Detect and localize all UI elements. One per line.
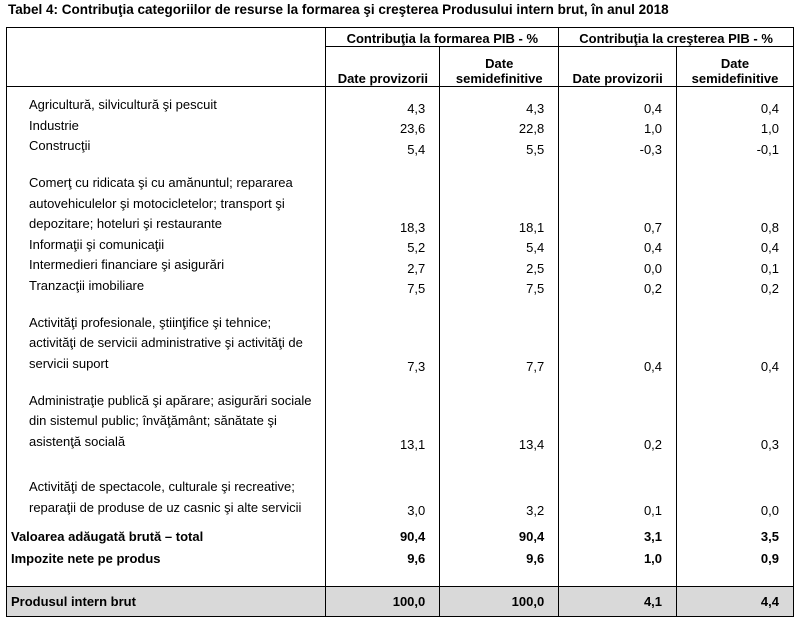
- row-value: 5,2: [326, 235, 440, 256]
- row-label: Industrie: [7, 116, 326, 137]
- table-row: [7, 374, 794, 452]
- row-value: 22,8: [440, 116, 559, 137]
- header-group-formation: Contribuţia la formarea PIB - %: [326, 28, 559, 47]
- header-sub-semidefinitive-1: Date semidefinitive: [440, 47, 559, 87]
- row-value: 1,0: [677, 116, 794, 137]
- row-value: 3,5: [677, 518, 794, 544]
- row-label: Produsul intern brut: [7, 586, 326, 616]
- header-label-cell: [7, 47, 326, 87]
- row-value: 0,4: [559, 87, 677, 116]
- row-value: 7,5: [326, 276, 440, 297]
- row-label: Intermedieri financiare şi asigurări: [7, 255, 326, 276]
- row-value: 9,6: [326, 544, 440, 572]
- row-value: 5,4: [440, 235, 559, 256]
- row-label: Activităţi de spectacole, culturale şi recreative; reparaţii de produse de uz casnic şi alte servicii: [7, 452, 326, 518]
- row-value: 0,2: [559, 374, 677, 452]
- table-row: [7, 296, 794, 374]
- header-sub-semidefinitive-2: Date semidefinitive: [677, 47, 794, 87]
- row-value: 7,3: [326, 296, 440, 374]
- row-value: 2,7: [326, 255, 440, 276]
- row-value: 0,7: [559, 157, 677, 235]
- row-value: 5,4: [326, 136, 440, 157]
- row-label: Tranzacţii imobiliare: [7, 276, 326, 297]
- row-value: 9,6: [440, 544, 559, 572]
- row-label: Valoarea adăugată brută – total: [7, 518, 326, 544]
- row-value: 1,0: [559, 544, 677, 572]
- row-label: Construcţii: [7, 136, 326, 157]
- row-value: 18,1: [440, 157, 559, 235]
- row-value: 0,2: [677, 276, 794, 297]
- row-value: -0,1: [677, 136, 794, 157]
- row-value: 7,5: [440, 276, 559, 297]
- table-title: Tabel 4: Contribuţia categoriilor de resurse la formarea şi creşterea Produsului intern brut, în anul 2018: [8, 2, 669, 17]
- row-value: 0,0: [677, 452, 794, 518]
- table-row: [7, 136, 794, 157]
- row-value: 4,3: [326, 87, 440, 116]
- row-value: 0,1: [559, 452, 677, 518]
- row-value: 13,1: [326, 374, 440, 452]
- row-value: 0,4: [559, 235, 677, 256]
- row-value: 100,0: [326, 586, 440, 616]
- row-label: Activităţi profesionale, ştiinţifice şi tehnice; activităţi de servicii administrative şi activităţi de servicii suport: [7, 296, 326, 374]
- row-value: 0,2: [559, 276, 677, 297]
- table-row: [7, 518, 794, 544]
- row-label: Agricultură, silvicultură şi pescuit: [7, 87, 326, 116]
- row-value: 0,8: [677, 157, 794, 235]
- row-value: 13,4: [440, 374, 559, 452]
- row-value: 0,4: [677, 235, 794, 256]
- row-value: 0,1: [677, 255, 794, 276]
- row-value: 3,1: [559, 518, 677, 544]
- row-value: 4,4: [677, 586, 794, 616]
- table-row: [7, 586, 794, 616]
- table-row: [7, 116, 794, 137]
- header-empty-cell: [7, 28, 326, 47]
- row-value: 23,6: [326, 116, 440, 137]
- row-value: 2,5: [440, 255, 559, 276]
- header-group-growth: Contribuţia la creşterea PIB - %: [559, 28, 794, 47]
- row-value: 0,9: [677, 544, 794, 572]
- table-row: [7, 452, 794, 518]
- spacer-row: [7, 572, 794, 586]
- row-value: 5,5: [440, 136, 559, 157]
- row-value: 3,2: [440, 452, 559, 518]
- row-value: 0,4: [677, 296, 794, 374]
- row-value: 18,3: [326, 157, 440, 235]
- row-label: Comerţ cu ridicata şi cu amănuntul; repararea autovehiculelor şi motocicletelor; transport şi depozitare; hoteluri şi restaurante: [7, 157, 326, 235]
- row-label: Impozite nete pe produs: [7, 544, 326, 572]
- row-value: 100,0: [440, 586, 559, 616]
- row-value: -0,3: [559, 136, 677, 157]
- header-sub-provisional-2: Date provizorii: [559, 47, 677, 87]
- row-value: 0,3: [677, 374, 794, 452]
- contribution-table: [6, 27, 794, 617]
- row-value: 0,0: [559, 255, 677, 276]
- table-row: [7, 157, 794, 235]
- row-label: Administraţie publică şi apărare; asigurări sociale din sistemul public; învăţământ; sănătate şi asistenţă socială: [7, 374, 326, 452]
- table-row: [7, 235, 794, 256]
- row-value: 4,1: [559, 586, 677, 616]
- table-row: [7, 255, 794, 276]
- table-row: [7, 276, 794, 297]
- table-row: [7, 87, 794, 116]
- row-value: 4,3: [440, 87, 559, 116]
- row-value: 0,4: [559, 296, 677, 374]
- row-value: 1,0: [559, 116, 677, 137]
- row-value: 3,0: [326, 452, 440, 518]
- table-row: [7, 544, 794, 572]
- header-sub-provisional-1: Date provizorii: [326, 47, 440, 87]
- row-label: Informaţii şi comunicaţii: [7, 235, 326, 256]
- row-value: 0,4: [677, 87, 794, 116]
- row-value: 7,7: [440, 296, 559, 374]
- row-value: 90,4: [326, 518, 440, 544]
- row-value: 90,4: [440, 518, 559, 544]
